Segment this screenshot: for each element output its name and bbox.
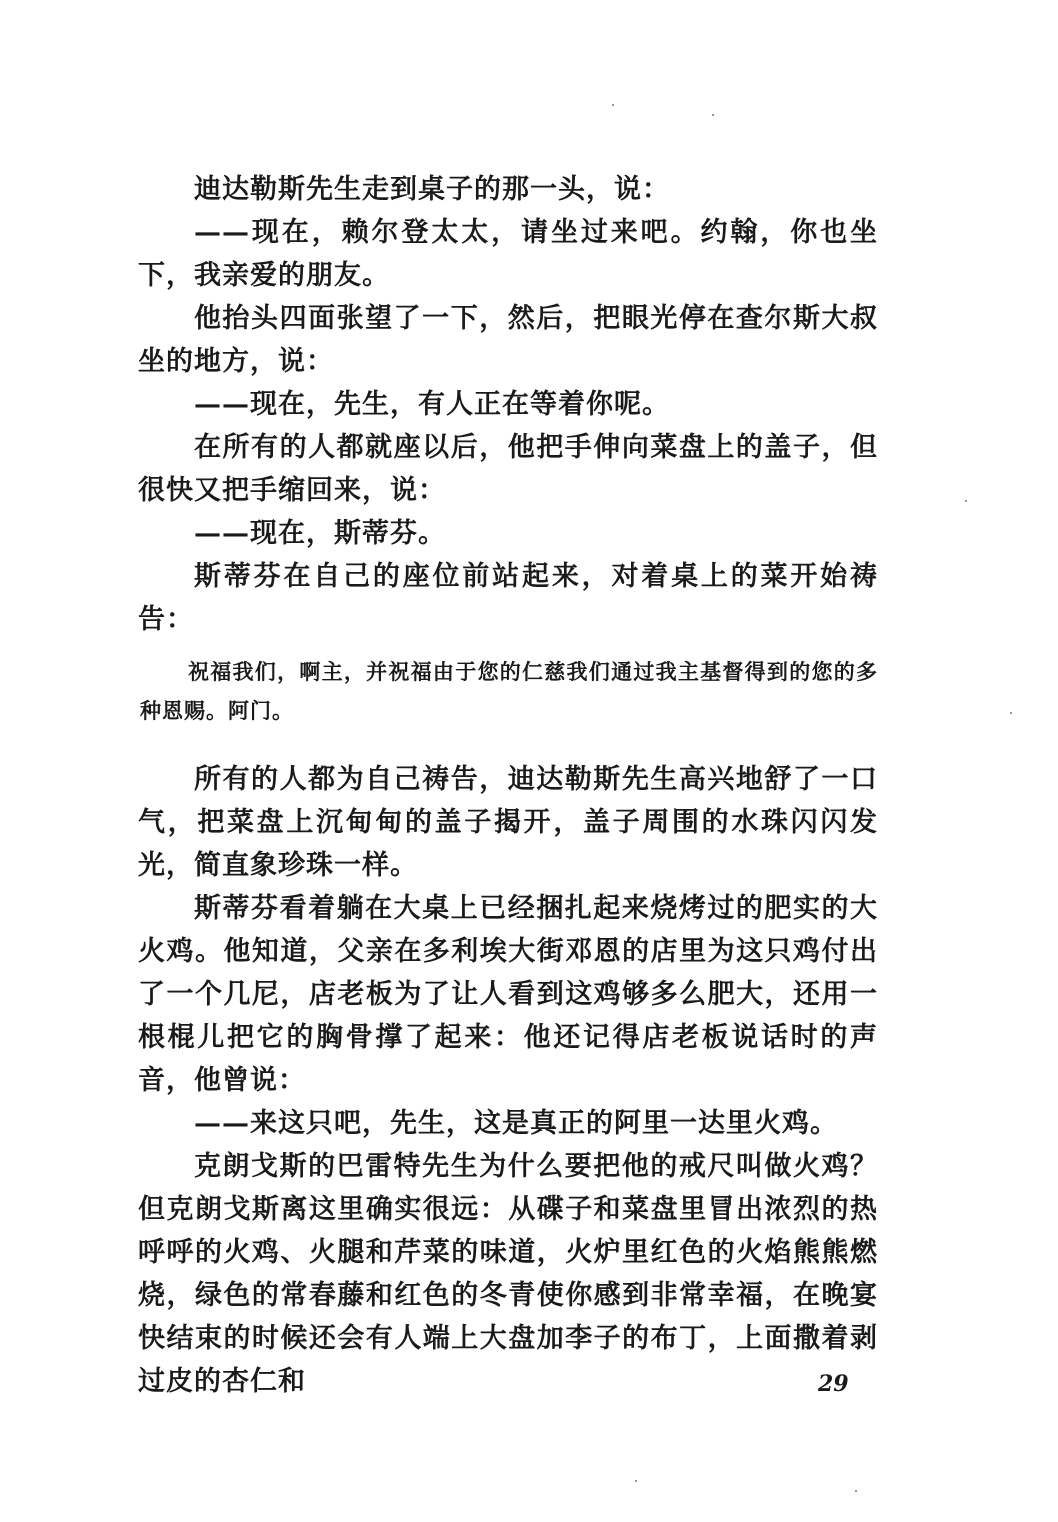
text-block-upper — [138, 168, 878, 641]
paragraph: ——现在，先生，有人正在等着你呢。 — [194, 389, 670, 420]
paragraph: ——现在，赖尔登太太，请坐过来吧。约翰，你也坐下，我亲爱的朋友。 — [138, 217, 878, 291]
scan-speck — [1010, 712, 1012, 714]
text-block-lower — [138, 758, 878, 1403]
paragraph: 斯蒂芬看着躺在大桌上已经捆扎起来烧烤过的肥实的大火鸡。他知道，父亲在多利埃大街邓恩的店里为这只鸡付出了一个几尼，店老板为了让人看到这鸡够多么肥大，还用一根棍儿把它的胸骨撑了起来：他还记得店老板说话时的声音，他曾说： — [138, 893, 878, 1096]
paragraph: ——来这只吧，先生，这是真正的阿里一达里火鸡。 — [194, 1108, 838, 1139]
paragraph: ——现在，斯蒂芬。 — [194, 518, 446, 549]
scan-speck — [855, 1490, 857, 1492]
paragraph: 他抬头四面张望了一下，然后，把眼光停在查尔斯大叔坐的地方，说： — [138, 303, 878, 377]
paragraph: 克朗戈斯的巴雷特先生为什么要把他的戒尺叫做火鸡？但克朗戈斯离这里确实很远：从碟子和菜盘里冒出浓烈的热呼呼的火鸡、火腿和芹菜的味道，火炉里红色的火焰熊熊燃烧，绿色的常春藤和红色的冬青使你感到非常幸福，在晚宴快结束的时候还会有人端上大盘加李子的布丁，上面撒着剥过皮的杏仁和 — [138, 1151, 878, 1397]
scan-speck — [612, 104, 614, 106]
paragraph: 所有的人都为自己祷告，迪达勒斯先生高兴地舒了一口气，把菜盘上沉甸甸的盖子揭开，盖子周围的水珠闪闪发光，简直象珍珠一样。 — [138, 764, 878, 881]
scan-speck — [965, 500, 967, 502]
paragraph: 斯蒂芬在自己的座位前站起来，对着桌上的菜开始祷告： — [138, 561, 878, 635]
scan-speck — [712, 114, 714, 116]
paragraph: 迪达勒斯先生走到桌子的那一头，说： — [194, 174, 670, 205]
page-number: 29 — [818, 1371, 849, 1397]
scan-speck — [635, 1480, 637, 1482]
prayer-quote — [140, 652, 878, 730]
prayer-text: 祝福我们，啊主，并祝福由于您的仁慈我们通过我主基督得到的您的多种恩赐。阿门。 — [140, 659, 878, 723]
paragraph: 在所有的人都就座以后，他把手伸向菜盘上的盖子，但很快又把手缩回来，说： — [138, 432, 878, 506]
